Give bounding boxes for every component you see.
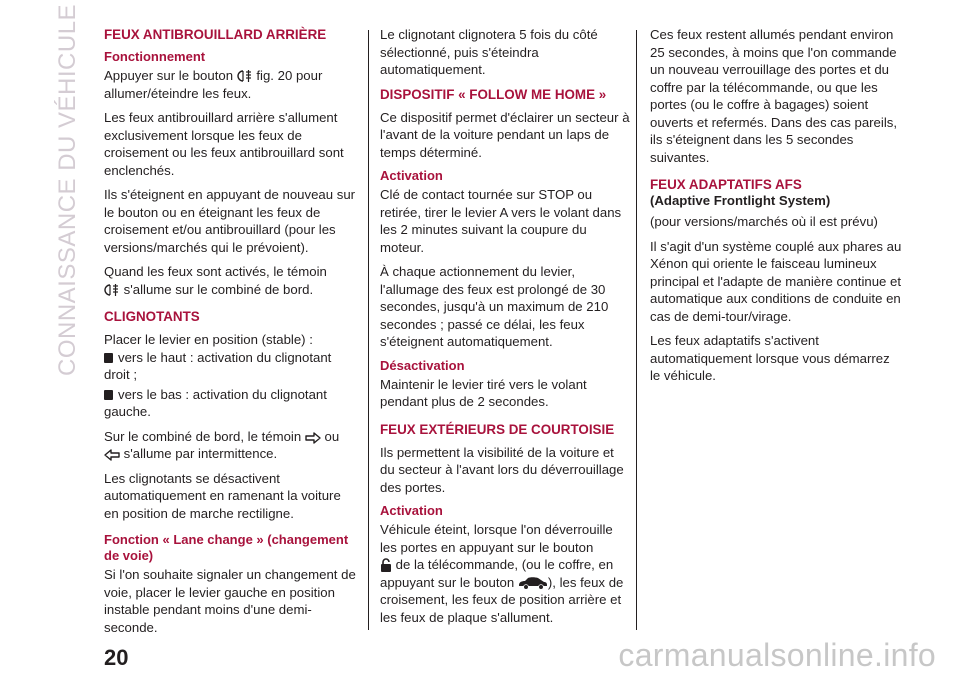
heading-fonctionnement: Fonctionnement xyxy=(104,49,206,64)
heading-activation: Activation xyxy=(380,503,443,518)
text: de la télécommande, (ou le coffre, en appuyant sur le bouton xyxy=(380,557,614,590)
bullet-icon xyxy=(104,353,113,363)
section-side-title: CONNAISSANCE DU VÉHICULE xyxy=(54,3,81,377)
text: Sur le combiné de bord, le témoin xyxy=(104,428,302,444)
heading-clignotants: CLIGNOTANTS xyxy=(104,309,200,324)
car-trunk-icon xyxy=(518,576,548,590)
paragraph: Ils s'éteignent en appuyant de nouveau sur le bouton ou en éteignant les feux de croisement et/ou antibrouillard (pour les versions/marchés qui le prévoient). xyxy=(104,187,356,255)
text: ), les feux de croisement, les feux de position arrière et les feux de plaque s'allument. xyxy=(380,574,624,625)
heading-desactivation: Désactivation xyxy=(380,357,465,373)
heading-afs-subtitle: (Adaptive Frontlight System) xyxy=(650,193,831,208)
paragraph: Ce dispositif permet d'éclairer un secteur à l'avant de la voiture pendant un laps de temps déterminé. xyxy=(380,109,630,160)
column-divider xyxy=(368,30,369,630)
rear-fog-light-icon xyxy=(237,69,253,83)
text: ou xyxy=(324,428,340,444)
text: s'allume sur le combiné de bord. xyxy=(123,281,314,297)
heading-rear-fog-lights: FEUX ANTIBROUILLARD ARRIÈRE xyxy=(104,27,327,42)
page-number: 20 xyxy=(104,645,129,670)
turn-signal-left-icon xyxy=(104,449,120,461)
paragraph: Clé de contact tournée sur STOP ou retirée, tirer le levier A vers le volant dans les 2 minutes suivant la coupure du moteur. xyxy=(380,187,622,255)
paragraph: Les feux antibrouillard arrière s'allument exclusivement lorsque les feux de croisement ou les feux antibrouillard sont enclenchés. xyxy=(104,110,344,178)
paragraph xyxy=(104,263,356,298)
paragraph xyxy=(104,67,356,102)
heading-courtesy-lights: FEUX EXTÉRIEURS DE COURTOISIE xyxy=(380,421,615,437)
paragraph: Maintenir le levier tiré vers le volant pendant plus de 2 secondes. xyxy=(380,376,587,409)
list-item: vers le haut : activation du clignotant droit ; xyxy=(104,349,332,382)
paragraph: Il s'agit d'un système couplé aux phares au Xénon qui oriente le faisceau lumineux principal et l'adapte de manière continue et automatique aux conditions de conduite en cas de demi-tour/virage. xyxy=(650,238,902,324)
paragraph: Les clignotants se désactivent automatiquement en ramenant la voiture en position de marche rectiligne. xyxy=(104,470,341,521)
padlock-unlock-icon xyxy=(380,558,392,572)
paragraph: (pour versions/marchés où il est prévu) xyxy=(650,214,878,229)
column-3 xyxy=(650,26,902,392)
column-2 xyxy=(380,26,632,633)
paragraph xyxy=(104,428,356,463)
text: Véhicule éteint, lorsque l'on déverrouille les portes en appuyant sur le bouton xyxy=(380,522,613,555)
heading-activation: Activation xyxy=(380,168,443,183)
paragraph: Ces feux restent allumés pendant environ 25 secondes, à moins que l'on commande un nouveau verrouillage des portes et du coffre par la télécommande, ou que les portes (ou le coffre à bagages) soient ouverts et refermés. Dans des cas pareils, ils s'éteignent dans les 5 secondes suivantes. xyxy=(650,27,898,165)
paragraph: Ils permettent la visibilité de la voiture et du secteur à l'avant lors du déverrouillage des portes. xyxy=(380,444,624,495)
rear-fog-light-icon xyxy=(104,283,120,297)
text: s'allume par intermittence. xyxy=(123,446,278,461)
paragraph: À chaque actionnement du levier, l'allumage des feux est prolongé de 30 secondes, jusqu'à un maximum de 210 secondes ; passé ce délai, les feux s'éteignent automatiquement. xyxy=(380,264,609,349)
heading-lane-change: Fonction « Lane change » (changement de voie) xyxy=(104,532,349,563)
column-1 xyxy=(104,26,356,643)
paragraph: Placer le levier en position (stable) : xyxy=(104,332,313,347)
paragraph: Les feux adaptatifs s'activent automatiquement lorsque vous démarrez le véhicule. xyxy=(650,333,890,383)
heading-follow-me-home: DISPOSITIF « FOLLOW ME HOME » xyxy=(380,86,607,102)
list-item: vers le bas : activation du clignotant gauche. xyxy=(104,386,327,419)
heading-afs: FEUX ADAPTATIFS AFS xyxy=(650,177,802,192)
paragraph xyxy=(380,521,632,626)
column-divider xyxy=(636,30,637,630)
text: fig. 20 pour allumer/éteindre les feux. xyxy=(104,68,323,101)
paragraph: Si l'on souhaite signaler un changement de voie, placer le levier gauche en position instable pendant moins d'une demi-seconde. xyxy=(104,567,356,635)
bullet-icon xyxy=(104,390,113,400)
text: Appuyer sur le bouton xyxy=(104,68,234,83)
paragraph: Le clignotant clignotera 5 fois du côté sélectionné, puis s'éteindra automatiquement. xyxy=(380,27,598,77)
text: Quand les feux sont activés, le témoin xyxy=(104,264,327,279)
turn-signal-right-icon xyxy=(305,432,321,444)
watermark: carmanualsonline.info xyxy=(618,637,936,673)
